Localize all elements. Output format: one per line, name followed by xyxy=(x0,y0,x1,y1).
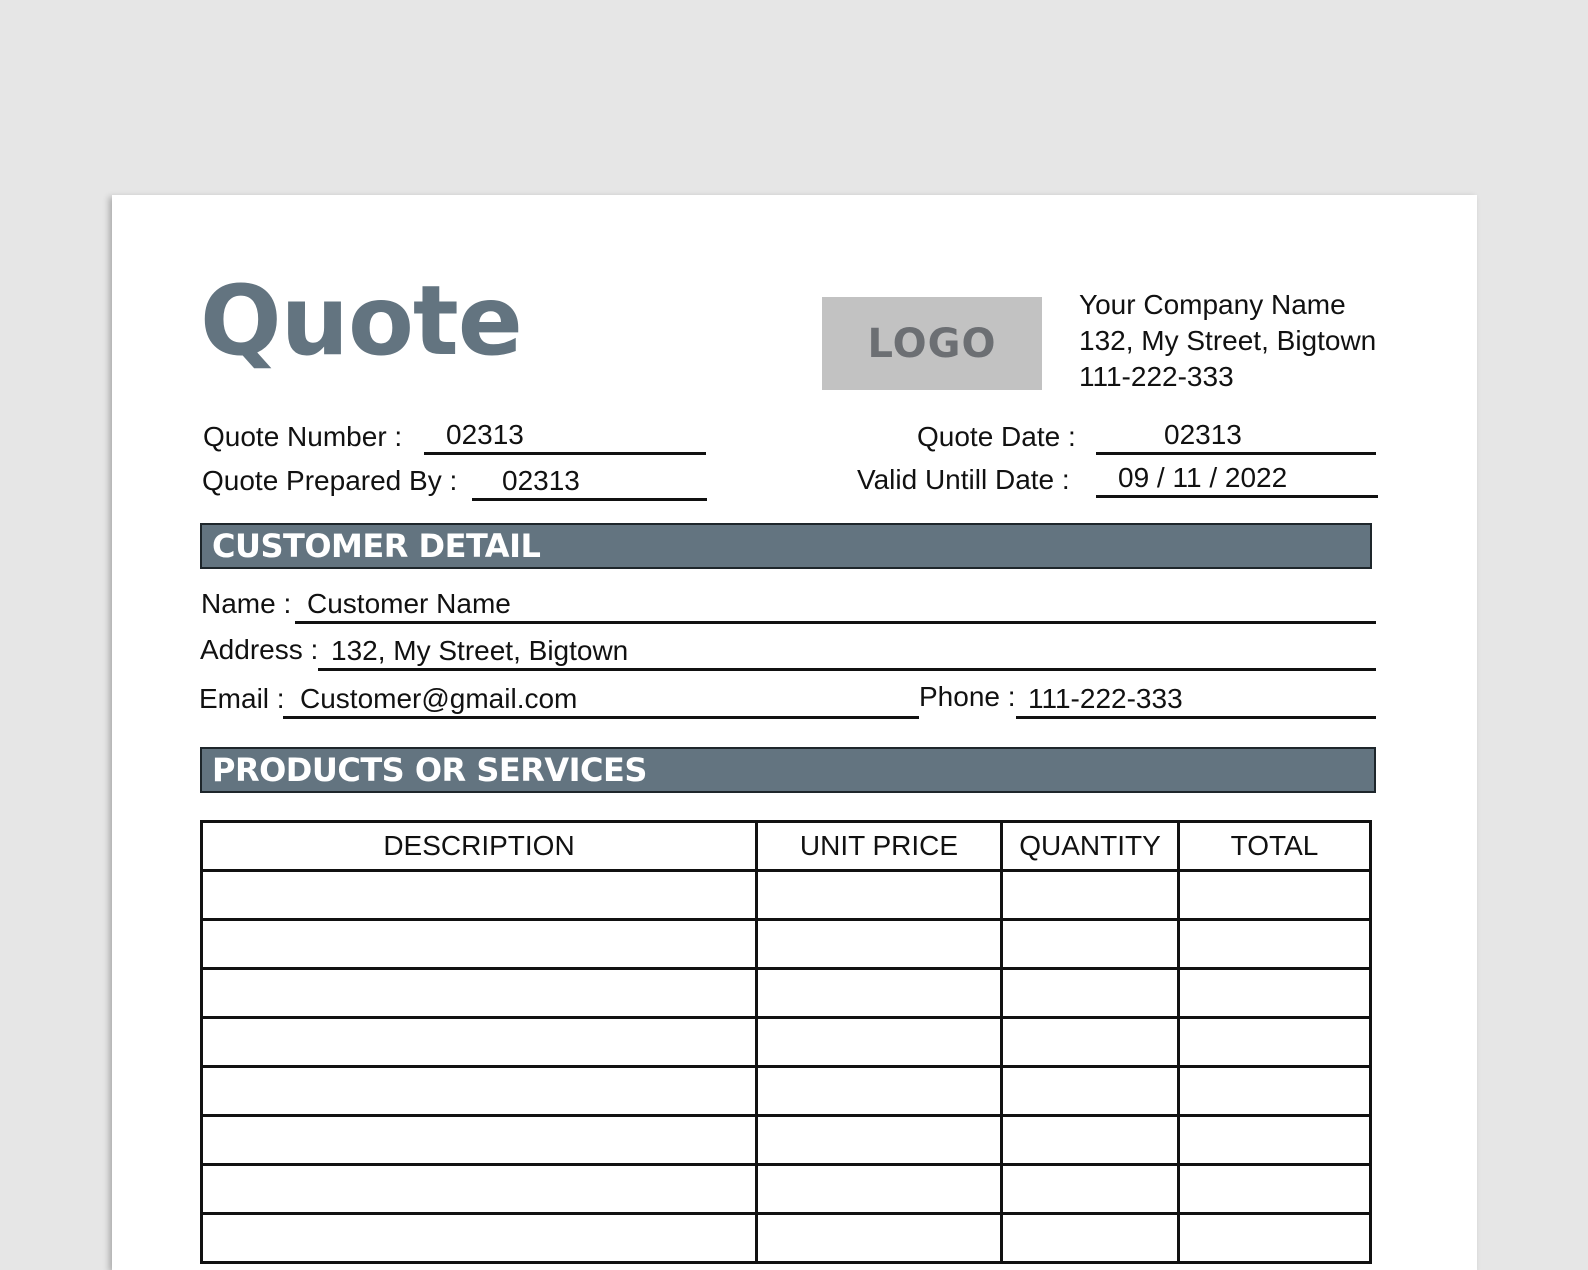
company-name: Your Company Name xyxy=(1079,289,1346,320)
quantity-cell[interactable] xyxy=(1002,1116,1179,1165)
table-row xyxy=(202,1116,1371,1165)
company-info xyxy=(1079,287,1376,395)
customer-name-value: Customer Name xyxy=(307,588,511,619)
unit-price-cell[interactable] xyxy=(757,1214,1002,1263)
quantity-cell[interactable] xyxy=(1002,920,1179,969)
table-row xyxy=(202,871,1371,920)
total-cell[interactable] xyxy=(1179,1067,1371,1116)
customer-detail-header xyxy=(200,523,1372,569)
total-cell[interactable] xyxy=(1179,1214,1371,1263)
quantity-cell[interactable] xyxy=(1002,1018,1179,1067)
valid-until-label: Valid Untill Date : xyxy=(857,464,1070,495)
products-table-header-row xyxy=(202,822,1371,871)
quote-page xyxy=(112,195,1477,1270)
company-phone: 111-222-333 xyxy=(1079,361,1234,392)
customer-name-field[interactable] xyxy=(295,588,1376,624)
customer-address-value: 132, My Street, Bigtown xyxy=(331,635,629,666)
table-row xyxy=(202,1165,1371,1214)
description-cell[interactable] xyxy=(202,1067,757,1116)
customer-email-field[interactable] xyxy=(283,683,919,719)
description-cell[interactable] xyxy=(202,1165,757,1214)
company-address: 132, My Street, Bigtown xyxy=(1079,325,1377,356)
total-cell[interactable] xyxy=(1179,1018,1371,1067)
quantity-cell[interactable] xyxy=(1002,1165,1179,1214)
total-cell[interactable] xyxy=(1179,969,1371,1018)
description-cell[interactable] xyxy=(202,871,757,920)
products-table xyxy=(200,820,1372,1264)
description-cell[interactable] xyxy=(202,1116,757,1165)
unit-price-cell[interactable] xyxy=(757,1018,1002,1067)
customer-email-label: Email : xyxy=(199,683,285,714)
table-row xyxy=(202,920,1371,969)
customer-name-label: Name : xyxy=(201,588,292,619)
customer-phone-label: Phone : xyxy=(919,681,1016,712)
quote-date-value: 02313 xyxy=(1164,419,1242,450)
total-cell[interactable] xyxy=(1179,1116,1371,1165)
quantity-cell[interactable] xyxy=(1002,969,1179,1018)
description-cell[interactable] xyxy=(202,969,757,1018)
quantity-cell[interactable] xyxy=(1002,871,1179,920)
quote-number-field[interactable] xyxy=(424,419,706,455)
customer-phone-field[interactable] xyxy=(1016,683,1376,719)
table-row xyxy=(202,1214,1371,1263)
column-quantity: QUANTITY xyxy=(1002,822,1179,871)
prepared-by-field[interactable] xyxy=(472,465,707,501)
quantity-cell[interactable] xyxy=(1002,1067,1179,1116)
quantity-cell[interactable] xyxy=(1002,1214,1179,1263)
customer-detail-heading: CUSTOMER DETAIL xyxy=(212,527,541,565)
products-header xyxy=(200,747,1376,793)
logo-placeholder xyxy=(822,297,1042,390)
prepared-by-label: Quote Prepared By : xyxy=(202,465,458,496)
valid-until-field[interactable] xyxy=(1096,462,1378,498)
quote-number-label: Quote Number : xyxy=(203,421,403,452)
unit-price-cell[interactable] xyxy=(757,1067,1002,1116)
unit-price-cell[interactable] xyxy=(757,1116,1002,1165)
column-unit-price: UNIT PRICE xyxy=(757,822,1002,871)
description-cell[interactable] xyxy=(202,1018,757,1067)
total-cell[interactable] xyxy=(1179,920,1371,969)
products-heading: PRODUCTS OR SERVICES xyxy=(212,751,647,789)
unit-price-cell[interactable] xyxy=(757,969,1002,1018)
quote-date-label: Quote Date : xyxy=(917,421,1076,452)
quote-date-field[interactable] xyxy=(1096,419,1376,455)
unit-price-cell[interactable] xyxy=(757,920,1002,969)
unit-price-cell[interactable] xyxy=(757,871,1002,920)
table-row xyxy=(202,1018,1371,1067)
customer-address-field[interactable] xyxy=(318,635,1376,671)
customer-phone-value: 111-222-333 xyxy=(1028,683,1183,714)
table-row xyxy=(202,1067,1371,1116)
logo-text: LOGO xyxy=(867,320,997,367)
description-cell[interactable] xyxy=(202,1214,757,1263)
quote-number-value: 02313 xyxy=(446,419,524,450)
prepared-by-value: 02313 xyxy=(502,465,580,496)
document-title: Quote xyxy=(200,265,522,377)
unit-price-cell[interactable] xyxy=(757,1165,1002,1214)
column-description: DESCRIPTION xyxy=(202,822,757,871)
table-row xyxy=(202,969,1371,1018)
column-total: TOTAL xyxy=(1179,822,1371,871)
total-cell[interactable] xyxy=(1179,1165,1371,1214)
total-cell[interactable] xyxy=(1179,871,1371,920)
description-cell[interactable] xyxy=(202,920,757,969)
valid-until-value: 09 / 11 / 2022 xyxy=(1118,462,1288,493)
customer-email-value: Customer@gmail.com xyxy=(300,683,578,714)
customer-address-label: Address : xyxy=(200,634,319,665)
